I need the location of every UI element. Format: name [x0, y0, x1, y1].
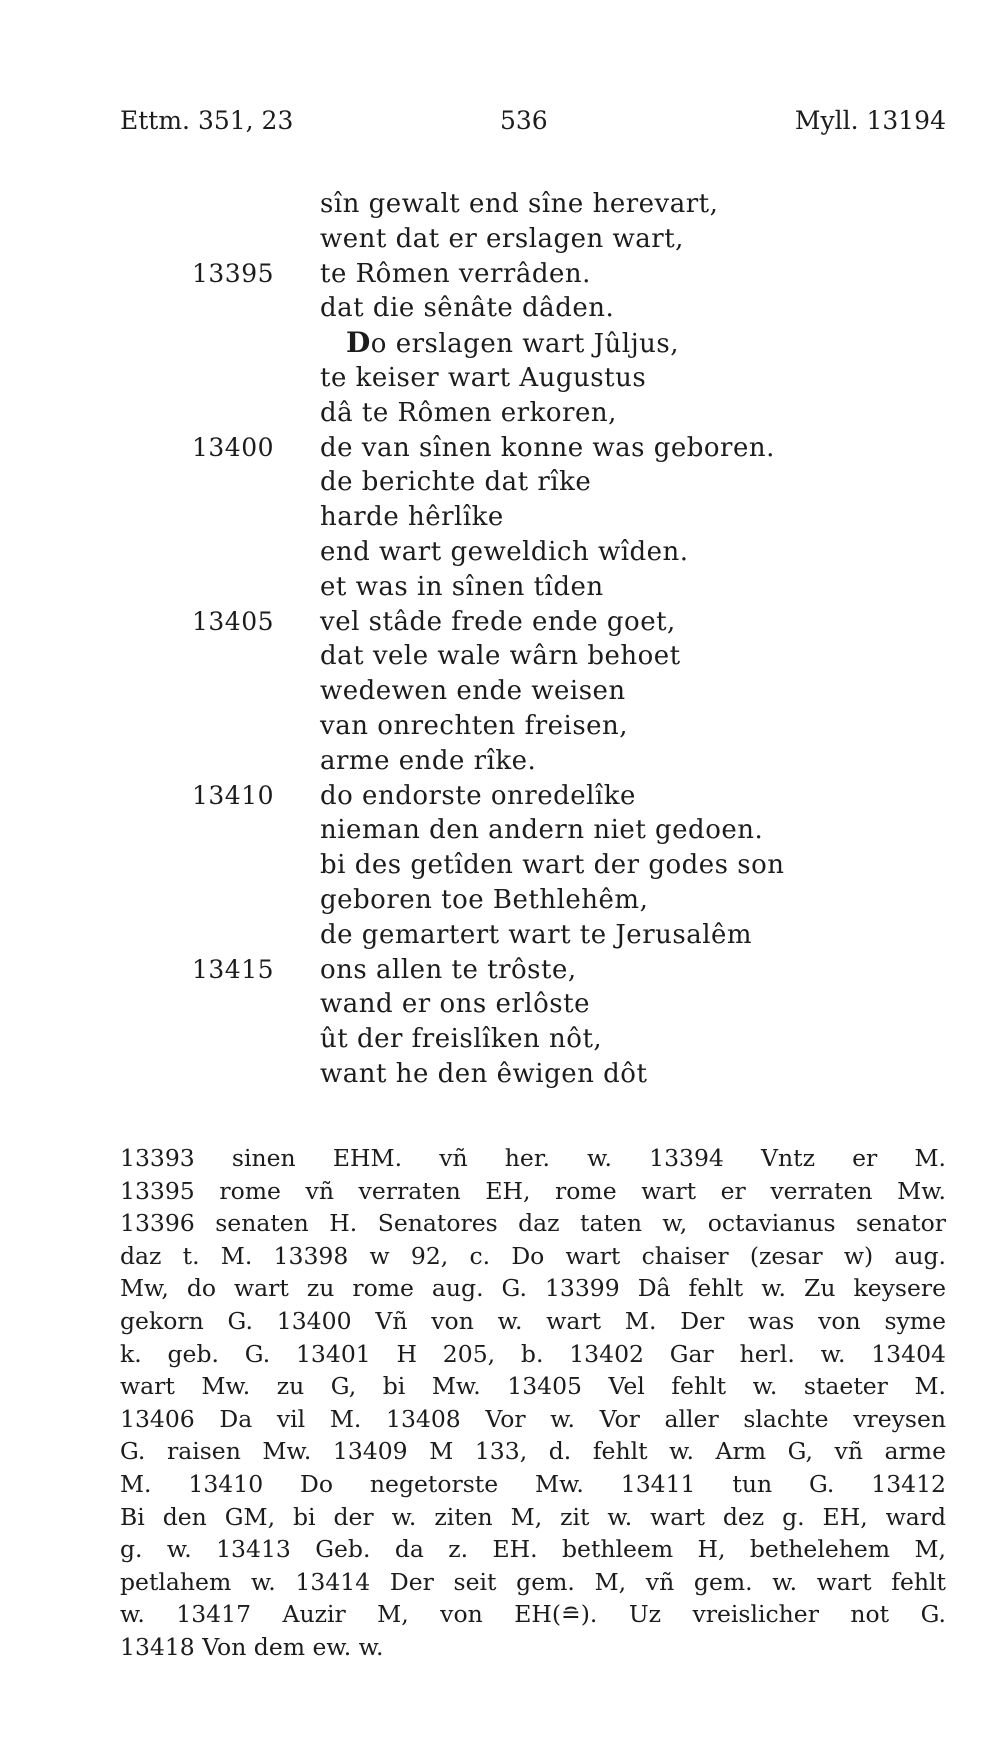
- header-reference-right: Myll. 13194: [794, 106, 946, 135]
- verse-line: [0, 570, 1000, 605]
- line-number: 13405: [192, 606, 275, 636]
- apparatus-line: 13393 sinen EHM. vñ her. w. 13394 Vntz er M.: [120, 1144, 946, 1172]
- verse-line: [0, 257, 1000, 292]
- verse-line-text: et was in sînen tîden: [320, 571, 604, 602]
- verse-line-text: [346, 326, 679, 362]
- verse-line: [0, 779, 1000, 814]
- verse-line: [0, 848, 1000, 883]
- line-number: 13410: [192, 780, 275, 810]
- apparatus-line: petlahem w. 13414 Der seit gem. M, vñ gem. w. wart fehlt: [120, 1567, 946, 1596]
- apparatus-line: Mw, do wart zu rome aug. G. 13399 Dâ fehlt w. Zu keysere: [120, 1274, 946, 1303]
- verse-line-text: dat die sênâte dâden.: [320, 293, 615, 324]
- verse-line: [0, 465, 1000, 500]
- apparatus-line: 13406 Da vil M. 13408 Vor w. Vor aller slachte vreysen: [120, 1404, 946, 1433]
- verse-line: [0, 674, 1000, 709]
- verse-line-rest: o erslagen wart Jûljus,: [370, 329, 680, 360]
- page-number: 536: [500, 106, 548, 135]
- verse-line-text: arme ende rîke.: [320, 745, 537, 776]
- verse-line-text: de van sînen konne was geboren.: [320, 432, 775, 463]
- verse-line: [0, 744, 1000, 779]
- verse-line: [0, 709, 1000, 744]
- verse-line-text: ût der freislîken nôt,: [320, 1024, 603, 1055]
- verse-line-text: wedewen ende weisen: [320, 676, 626, 707]
- verse-line: [0, 1057, 1000, 1092]
- header-reference-left: Ettm. 351, 23: [120, 106, 294, 135]
- verse-line-text: dâ te Rômen erkoren,: [320, 397, 617, 428]
- apparatus-line: g. w. 13413 Geb. da z. EH. bethleem H, bethelehem M,: [120, 1535, 946, 1564]
- verse-line: [0, 605, 1000, 640]
- verse-line-text: sîn gewalt end sîne herevart,: [320, 189, 719, 219]
- apparatus-line: w. 13417 Auzir M, von EH(≘). Uz vreislicher not G.: [120, 1600, 946, 1629]
- apparatus-line: 13395 rome vñ verraten EH, rome wart er verraten Mw.: [120, 1176, 946, 1205]
- apparatus-line: G. raisen Mw. 13409 M 133, d. fehlt w. Arm G, vñ arme: [120, 1437, 946, 1466]
- critical-apparatus: [120, 1142, 946, 1664]
- verse-line-text: de berichte dat rîke: [320, 467, 592, 498]
- verse-line-text: te Rômen verrâden.: [320, 258, 591, 289]
- apparatus-line: wart Mw. zu G, bi Mw. 13405 Vel fehlt w. staeter M.: [120, 1372, 946, 1401]
- apparatus-line: M. 13410 Do negetorste Mw. 13411 tun G. 13412: [120, 1469, 946, 1498]
- verse-line: [0, 187, 1000, 222]
- verse-line-text: de gemartert wart te Jerusalêm: [320, 919, 753, 950]
- verse-line: [0, 987, 1000, 1022]
- verse-line: [0, 431, 1000, 466]
- verse-line-text: bi des getîden wart der godes son: [320, 850, 785, 881]
- verse-line-text: te keiser wart Augustus: [320, 362, 647, 393]
- verse-line: [0, 361, 1000, 396]
- apparatus-line: Bi den GM, bi der w. ziten M, zit w. wart dez g. EH, ward: [120, 1502, 946, 1531]
- apparatus-line: daz t. M. 13398 w 92, c. Do wart chaiser (zesar w) aug.: [120, 1241, 946, 1270]
- verse-line-text: vel stâde frede ende goet,: [320, 606, 676, 637]
- verse-line-text: dat vele wale wârn behoet: [320, 641, 681, 672]
- line-number: 13395: [192, 258, 275, 288]
- verse-line: [0, 222, 1000, 257]
- verse-line-section-start: [0, 326, 1000, 361]
- running-header: [120, 106, 946, 146]
- apparatus-line: 13418 Von dem ew. w.: [120, 1632, 384, 1661]
- verse-line: [0, 396, 1000, 431]
- verse-line-text: harde hêrlîke: [320, 502, 504, 533]
- line-number: 13400: [192, 432, 275, 462]
- verse-line-text: end wart geweldich wîden.: [320, 536, 689, 567]
- apparatus-line: k. geb. G. 13401 H 205, b. 13402 Gar herl. w. 13404: [120, 1339, 946, 1368]
- verse-line-text: do endorste onredelîke: [320, 780, 636, 811]
- apparatus-line: gekorn G. 13400 Vñ von w. wart M. Der was von syme: [120, 1306, 946, 1335]
- verse-line-text: geboren toe Bethlehêm,: [320, 884, 649, 915]
- verse-line: [0, 500, 1000, 535]
- verse-line-text: nieman den andern niet gedoen.: [320, 815, 764, 846]
- verse-line-text: wand er ons erlôste: [320, 989, 590, 1020]
- verse-line: [0, 535, 1000, 570]
- verse-line-text: went dat er erslagen wart,: [320, 223, 684, 254]
- verse-line: [0, 1022, 1000, 1057]
- verse-line-text: van onrechten freisen,: [320, 710, 629, 741]
- verse-line: [0, 291, 1000, 326]
- verse-line: [0, 953, 1000, 988]
- verse-line-text: want he den êwigen dôt: [320, 1058, 648, 1089]
- line-number: 13415: [192, 954, 275, 984]
- apparatus-line: 13396 senaten H. Senatores daz taten w, octavianus senator: [120, 1209, 946, 1238]
- initial-letter: D: [346, 326, 371, 360]
- verse-line: [0, 639, 1000, 674]
- verse-text: [0, 187, 1000, 1092]
- verse-line-text: ons allen te trôste,: [320, 954, 577, 985]
- verse-line: [0, 883, 1000, 918]
- verse-line: [0, 813, 1000, 848]
- verse-line: [0, 918, 1000, 953]
